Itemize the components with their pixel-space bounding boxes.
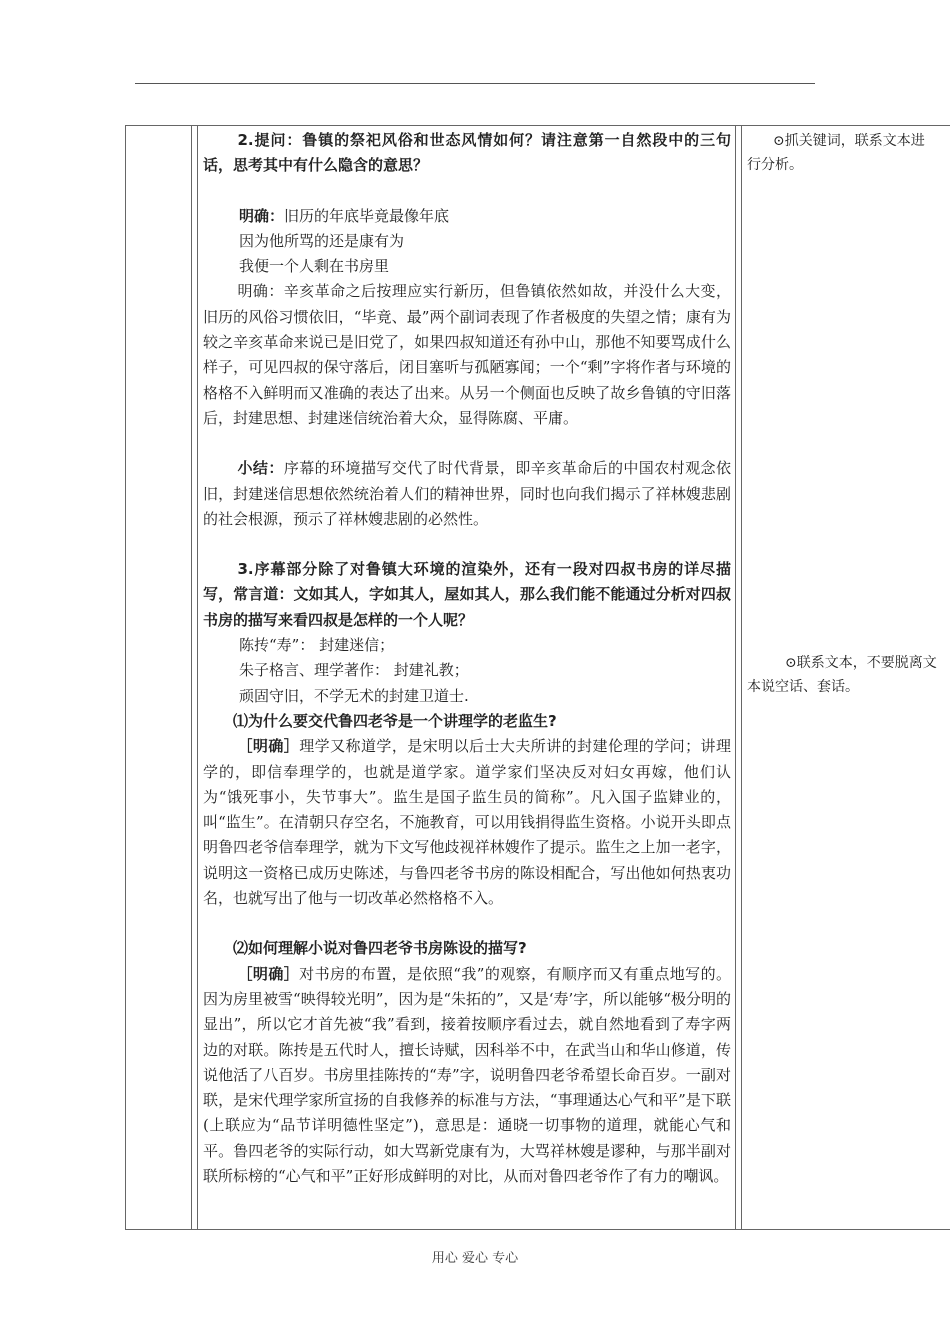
sub-answer-1-text: 理学又称道学，是宋明以后士大夫所讲的封建伦理的学问；讲理学的，即信奉理学的，也就是道学家。道学家们坚决反对妇女再嫁，他们认为“饿死事小，失节事大”。监生是国子监生员的简称”。凡入国子监肄业的，叫“监生”。在清朝只存空名，不施教育，可以用钱捐得监生资格。小说开头即点明鲁四老爷信奉理学，就为下文写他歧视祥林嫂作了提示。监生之上加一老字，说明这一资格已成历史陈述，与鲁四老爷书房的陈设相配合，写出他如何热衷功名，也就写出了他与一切改革必然格格不入。 (203, 737, 731, 908)
sub-question-1-title: ⑴为什么要交代鲁四老爷是一个讲理学的老监生? (233, 711, 557, 730)
question-3-title: 3.序幕部分除了对鲁镇大环境的渲染外，还有一段对四叔书房的详尽描写，常言道：文如其人，字如其人，屋如其人，那么我们能不能通过分析对四叔书房的描写来看四叔是怎样的一个人呢？ (203, 560, 731, 629)
side-note-2-line2: 本说空话、套话。 (747, 679, 859, 695)
clarify-bracket-label: ［明确］ (237, 737, 300, 756)
summary-label: 小结： (237, 459, 284, 478)
header-rule (135, 83, 815, 84)
analysis-paragraph: 明确：辛亥革命之后按理应实行新历，但鲁镇依然如故，并没什么大变，旧历的风俗习惯依旧，“毕竟、最”两个副词表现了作者极度的失望之情；康有为较之辛亥革命来说已是旧党了，如果四叔知道还有孙中山，那他不知要骂成什么样子，可见四叔的保守落后，闭目塞听与孤陋寡闻；一个“剩”字将作者与环境的格格不入鲜明而又准确的表达了出来。从另一个侧面也反映了故乡鲁镇的守旧落后，封建思想、封建迷信统治着大众，显得陈腐、平庸。 (203, 282, 731, 427)
sub-question-2-answer (203, 962, 731, 1190)
page-footer: 用心 爱心 专心 (431, 1251, 519, 1266)
quote-line-3: 我便一个人剩在书房里 (239, 257, 390, 276)
side-note-1-line1: ⊙抓关键词，联系文本进 (773, 133, 925, 149)
column-divider (197, 126, 198, 1229)
column-divider (191, 126, 192, 1229)
clarify-bracket-label: ［明确］ (237, 964, 300, 983)
sub-answer-2-text: 对书房的布置，是依照“我”的观察，有顺序而又有重点地写的。因为房里被雪“映得较光明”，因为是“朱拓的”，又是‘寿’字，所以能够“极分明的显出”，所以它才首先被“我”看到，接着按顺序看过去，就自然地看到了寿字两边的对联。陈抟是五代时人，擅长诗赋，因科举不中，在武当山和华山修道，传说他活了八百岁。书房里挂陈抟的“寿”字，说明鲁四老爷希望长命百岁。一副对联，是宋代理学家所宣扬的自我修养的标准与方法，“事理通达心气和平”是下联(上联应为“品节详明德性坚定”)，意思是：通晓一切事物的道理，就能心气和平。鲁四老爷的实际行动，如大骂新党康有为，大骂祥林嫂是谬种，与那半副对联所标榜的“心气和平”正好形成鲜明的对比，从而对鲁四老爷作了有力的嘲讽。 (203, 964, 731, 1185)
quote-line-1: 旧历的年底毕竟最像年底 (284, 206, 450, 225)
question-2-title: 2.提问：鲁镇的祭祀风俗和世态风情如何？请注意第一自然段中的三句话，思考其中有什么隐含的意思？ (203, 131, 731, 175)
side-note-2-line1: ⊙联系文本，不要脱离文 (785, 655, 937, 671)
summary-text: 序幕的环境描写交代了时代背景，即辛亥革命后的中国农村观念依旧，封建迷信思想依然统治着人们的精神世界，同时也向我们揭示了祥林嫂悲剧的社会根源，预示了祥林嫂悲剧的必然性。 (203, 459, 731, 528)
study-item-3: 顽固守旧，不学无术的封建卫道士. (239, 686, 469, 705)
sub-question-2-title: ⑵如何理解小说对鲁四老爷书房陈设的描写? (233, 939, 527, 958)
side-note-2 (747, 651, 950, 699)
quote-line-2: 因为他所骂的还是康有为 (239, 231, 405, 250)
side-note-1 (747, 129, 950, 177)
clarify-label: 明确： (239, 206, 285, 225)
study-item-2: 朱子格言、理学著作： 封建礼教； (239, 661, 469, 680)
clarify-line-1 (203, 204, 731, 229)
main-content (203, 128, 731, 1240)
side-note-1-line2: 行分析。 (747, 157, 803, 173)
column-divider (741, 126, 742, 1229)
column-divider (735, 126, 736, 1229)
sub-question-1-answer (203, 734, 731, 911)
study-item-1: 陈抟“寿”： 封建迷信； (239, 636, 395, 655)
summary-paragraph (203, 456, 731, 532)
